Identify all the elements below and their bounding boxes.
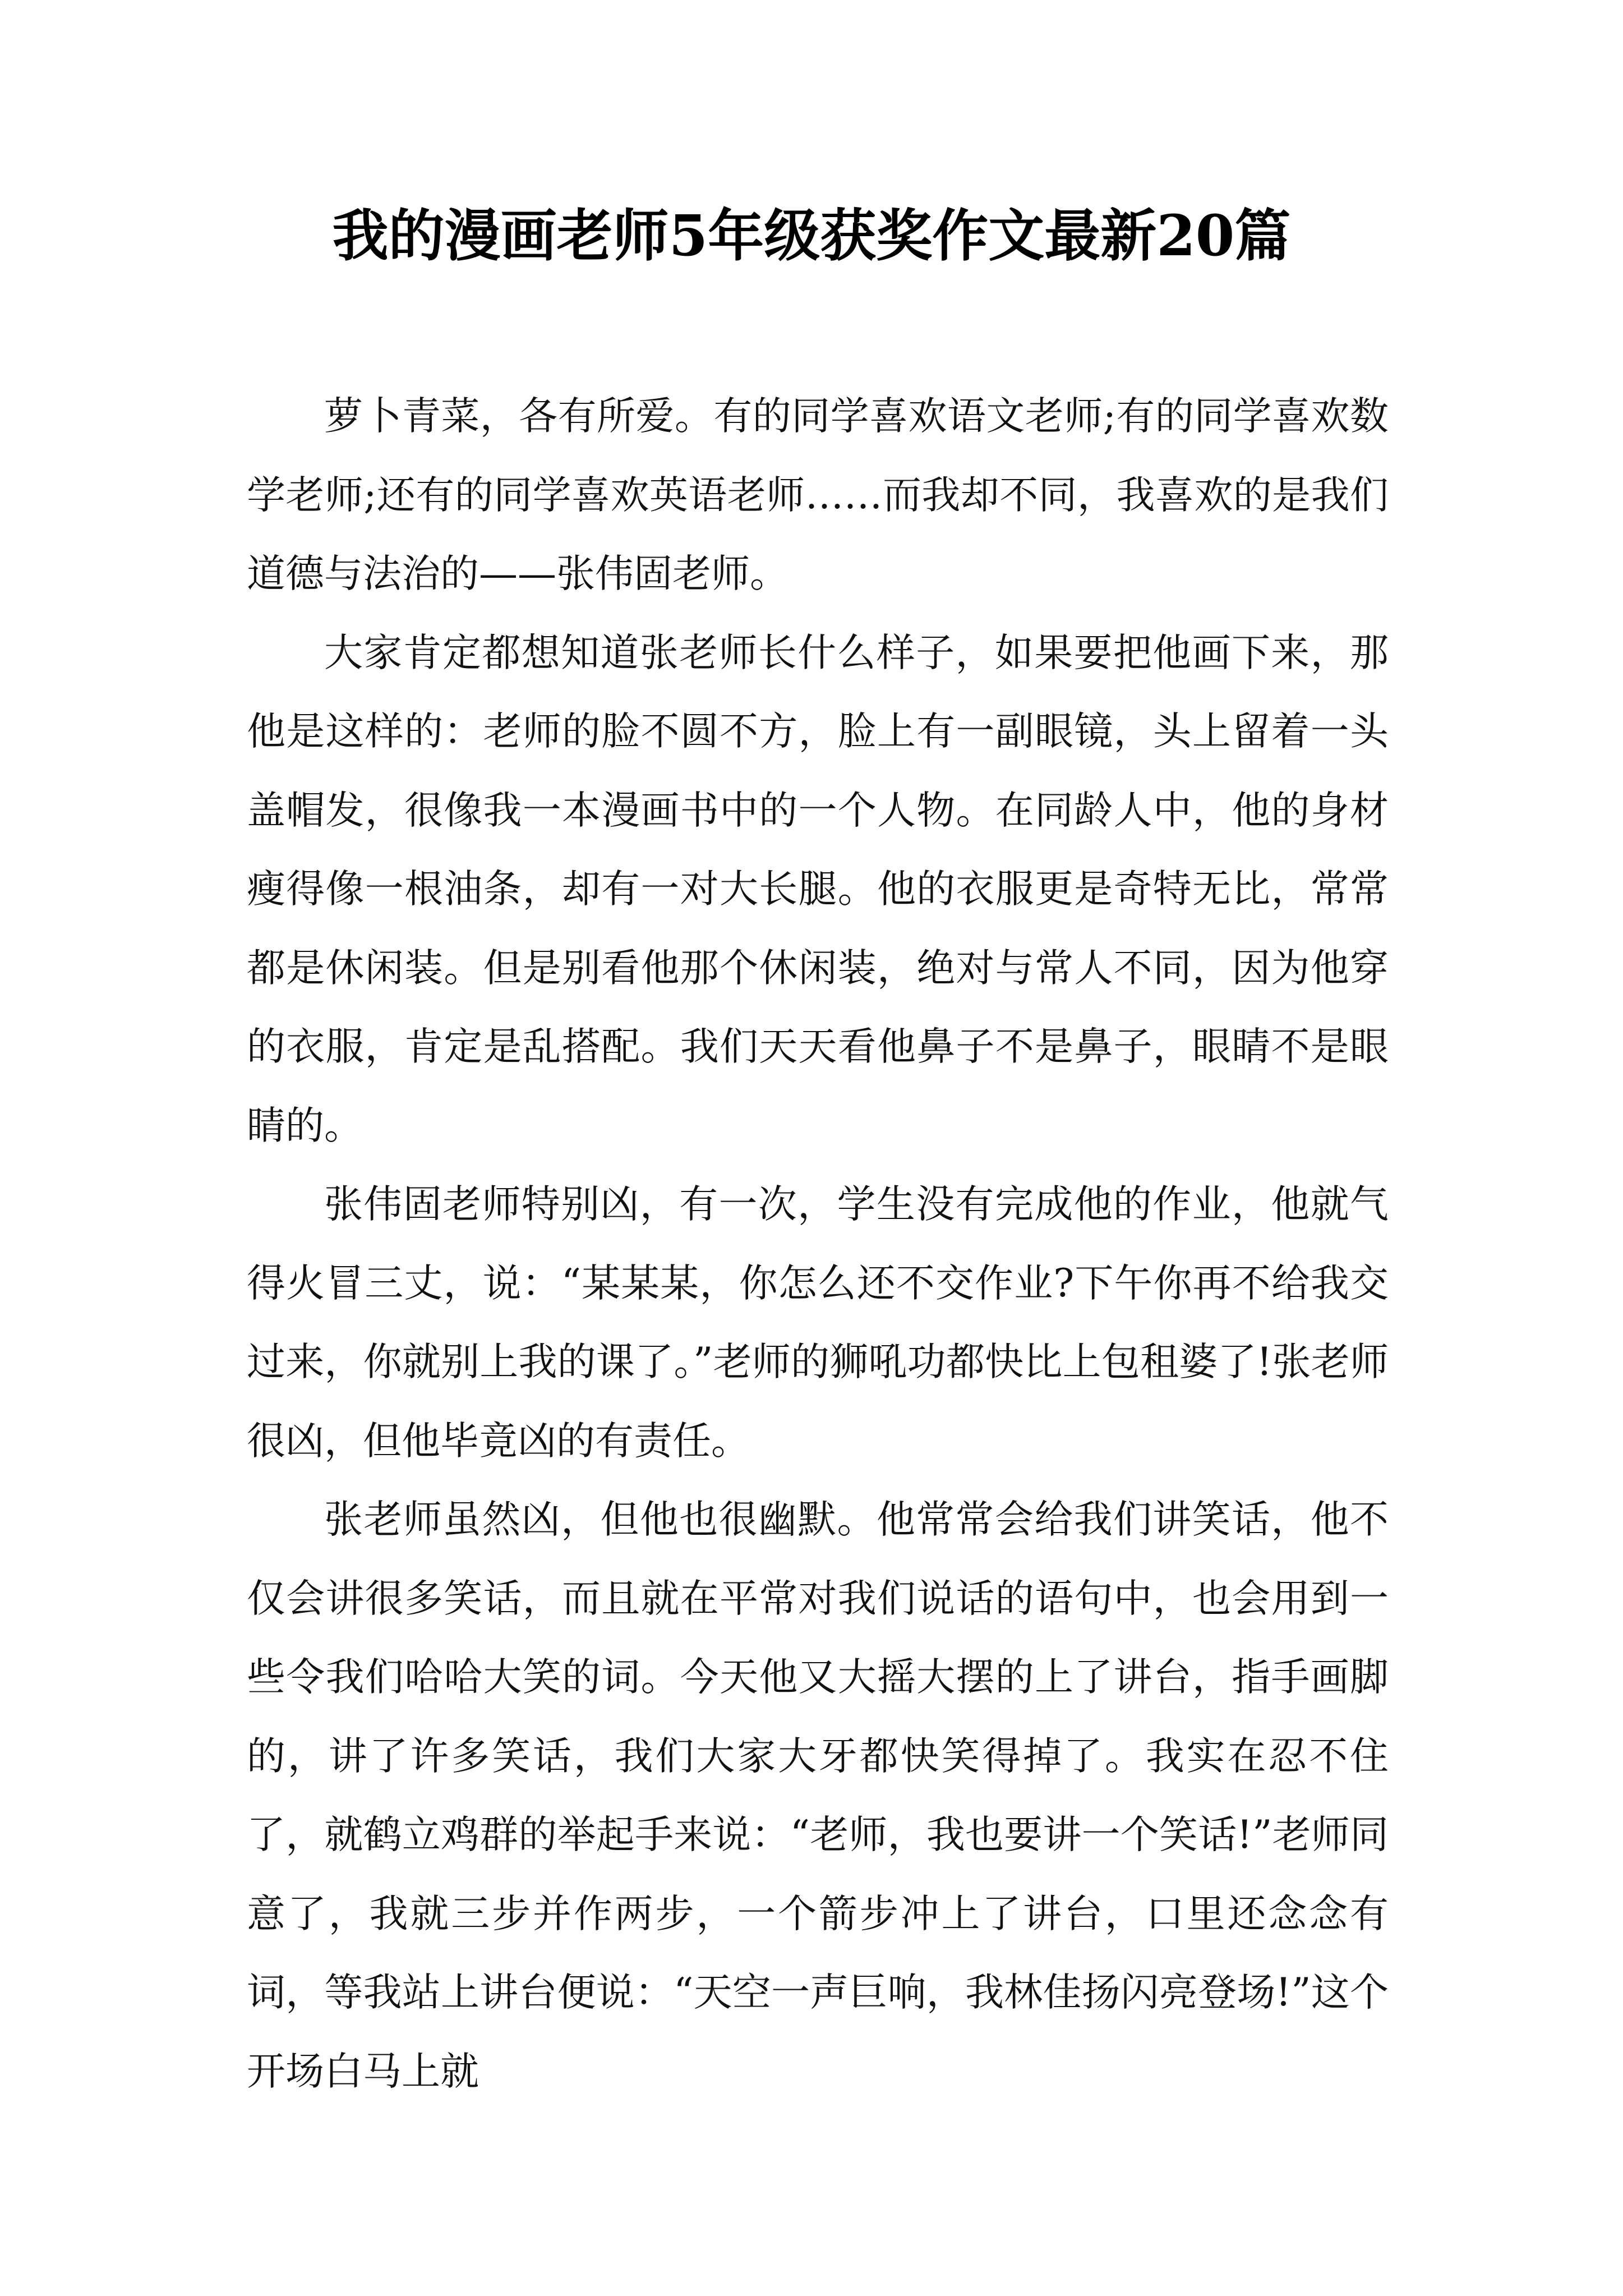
paragraph-4: 张老师虽然凶，但他也很幽默。他常常会给我们讲笑话，他不仅会讲很多笑话，而且就在平常对我们说话的语句中，也会用到一些令我们哈哈大笑的词。今天他又大摇大摆的上了讲台，指手画脚的，讲了许多笑话，我们大家大牙都快笑得掉了。我实在忍不住了，就鹤立鸡群的举起手来说：“老师，我也要讲一个笑话!”老师同意了，我就三步并作两步，一个箭步冲上了讲台，口里还念念有词，等我站上讲台便说：“天空一声巨响，我林佳扬闪亮登场!”这个开场白马上就 xyxy=(247,1497,1389,2094)
paragraph-1: 萝卜青菜，各有所爱。有的同学喜欢语文老师;有的同学喜欢数学老师;还有的同学喜欢英语老师……而我却不同，我喜欢的是我们道德与法治的——张伟固老师。 xyxy=(247,394,1389,596)
paragraph-3: 张伟固老师特别凶，有一次，学生没有完成他的作业，他就气得火冒三丈，说：“某某某，你怎么还不交作业?下午你再不给我交过来，你就别上我的课了。”老师的狮吼功都快比上包租婆了!张老师很凶，但他毕竟凶的有责任。 xyxy=(247,1182,1389,1464)
document-title: 我的漫画老师5年级获奖作文最新20篇 xyxy=(332,203,1291,269)
paragraph-2: 大家肯定都想知道张老师长什么样子，如果要把他画下来，那他是这样的：老师的脸不圆不方，脸上有一副眼镜，头上留着一头盖帽发，很像我一本漫画书中的一个人物。在同龄人中，他的身材瘦得像一根油条，却有一对大长腿。他的衣服更是奇特无比，常常都是休闲装。但是别看他那个休闲装，绝对与常人不同，因为他穿的衣服，肯定是乱搭配。我们天天看他鼻子不是鼻子，眼睛不是眼睛的。 xyxy=(247,630,1389,1148)
document-body xyxy=(247,377,1389,2111)
